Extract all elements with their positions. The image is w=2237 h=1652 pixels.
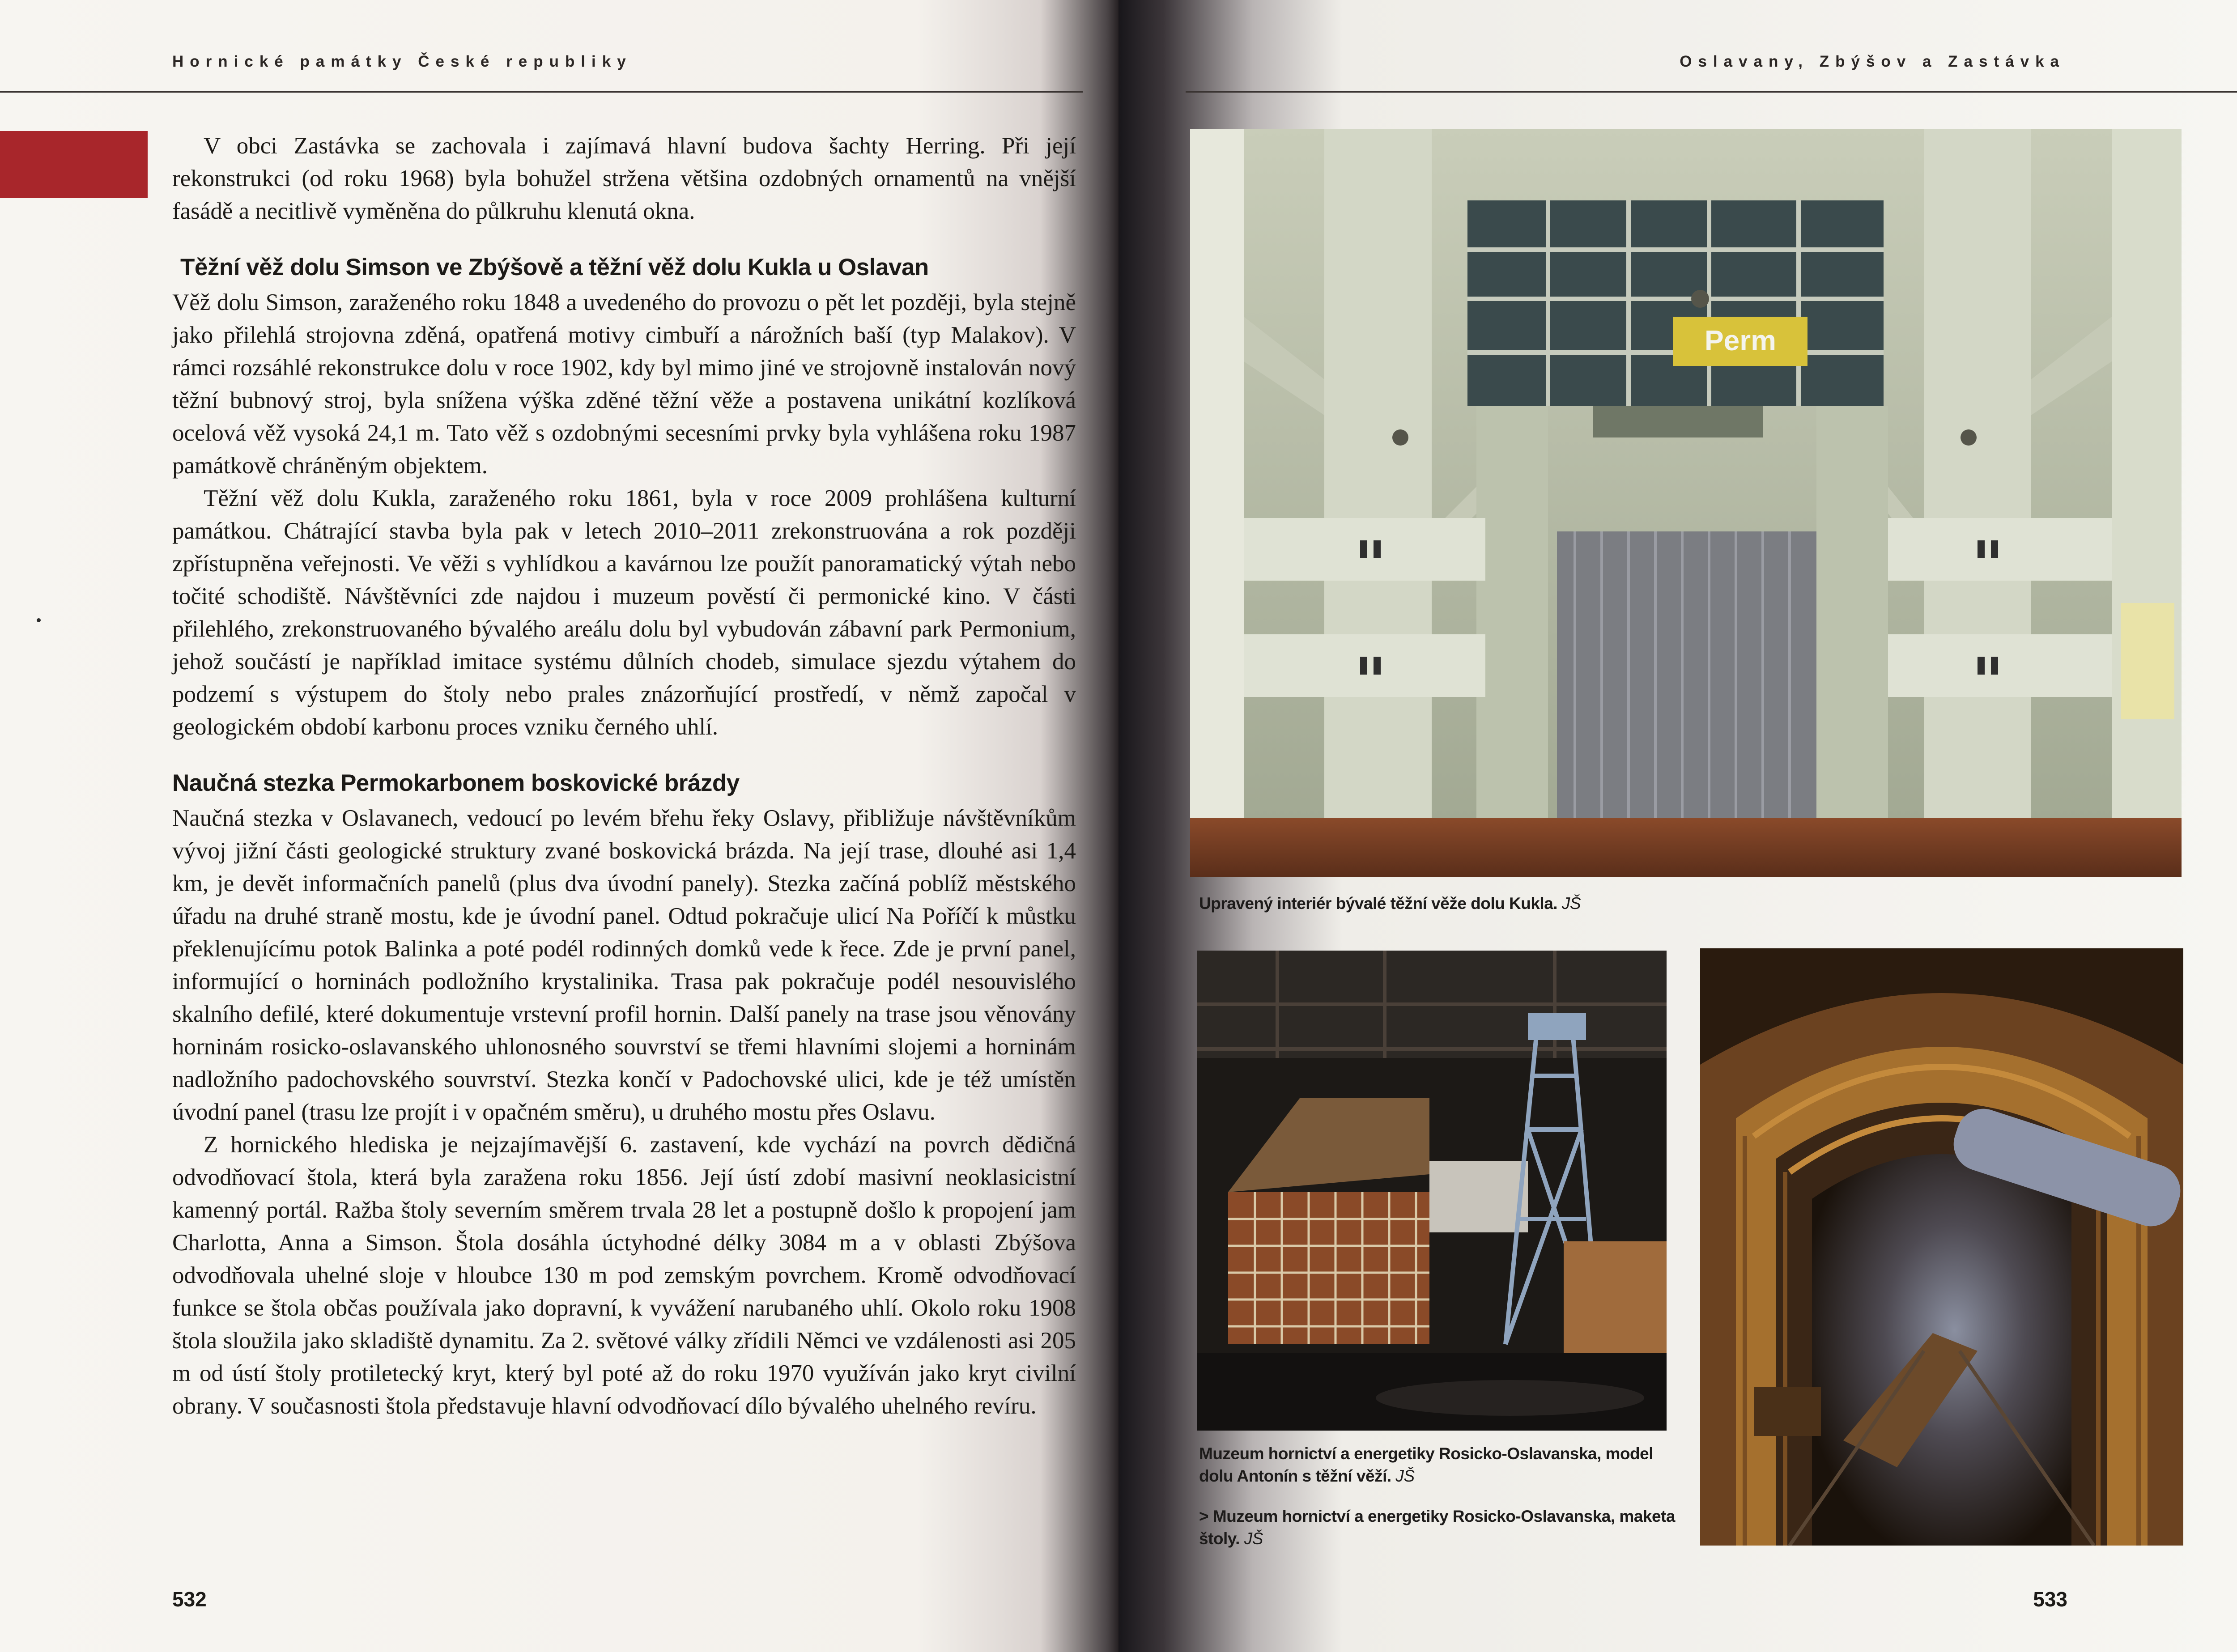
caption-2-credit: JŠ [1395,1467,1415,1485]
caption-photo-2 [1199,1443,1678,1487]
right-page [1118,0,2237,1652]
caption-photo-3 [1199,1505,1678,1550]
left-text-column [172,130,1076,1423]
heading-simson-kukla: Těžní věž dolu Simson ve Zbýšově a těžní věž dolu Kukla u Oslavan [180,254,929,280]
left-page [0,0,1118,1652]
header-rule-right [1186,91,2237,93]
caption-2-text: Muzeum hornictví a energetiky Rosicko-Oslavanska, model dolu Antonín s těžní věží. [1199,1444,1654,1485]
header-rule-left [0,91,1083,93]
caption-3-text: Muzeum hornictví a energetiky Rosicko-Oslavanska, maketa štoly. [1199,1507,1675,1548]
caption-3-credit: JŠ [1244,1529,1263,1548]
page-number-left: 532 [172,1588,207,1611]
paragraph-zastavka: V obci Zastávka se zachovala i zajímavá hlavní budova šachty Herring. Při její rekonstrukci (od roku 1968) byla bohužel stržena většina ozdobných ornamentů na vnější fasádě a necitlivě vyměněna do půlkruhu klenutá okna. [172,133,1076,224]
heading-naucna-stezka: Naučná stezka Permokarbonem boskovické brázdy [172,770,740,796]
caption-1-credit: JŠ [1561,894,1581,913]
running-head-left: Hornické památky České republiky [172,53,632,70]
photo-model-dolu-antonin [1197,951,1667,1431]
paragraph-simson: Věž dolu Simson, zaraženého roku 1848 a uvedeného do provozu o pět let později, byla stejně jako přilehlá strojovna zděná, opatřená motivy cimbuří a nárožních baší (typ Malakov). V rámci rozsáhlé rekonstrukce dolu v roce 1902, kdy byl mimo jiné ve strojovně instalován nový těžní bubnový stroj, byla snížena výška zděné těžní věže a postavena unikátní kozlíková ocelová věž vysoká 24,1 m. Tato věž s ozdobnými secesními prvky byla vyhlášena roku 1987 památkově chráněným objektem. [172,289,1076,479]
page-number-right: 533 [2033,1588,2067,1611]
running-head-right: Oslavany, Zbýšov a Zastávka [1680,53,2065,70]
paragraph-stezka: Naučná stezka v Oslavanech, vedoucí po levém břehu řeky Oslavy, přibližuje návštěvníkům vývoj jižní části geologické struktury zvané boskovická brázda. Na její trase, dlouhé asi 1,4 km, je devět informačních panelů (plus dva úvodní panely). Stezka začíná poblíž městského úřadu na druhé straně mostu, kde je úvodní panel. Odtud pokračuje ulicí Na Poříčí k můstku překlenujícímu potok Balinka a poté podél rodinných domků vede k řece. Zde je první panel, informující o horninách podložního krystalinika. Trasa pak pokračuje podél nesouvislého skalního defilé, které dokumentuje vrstevní profil hornin. Další panely na trase jsou věnovány horninám rosicko-oslavanského uhlonosného souvrství se třemi hlavními slojemi a horninám nadložního padochovského souvrství. Stezka končí v Padochovské ulici, kde je též umístěn úvodní panel (trasu lze projít i v opačném směru), u druhého mostu přes Oslavu. [172,805,1076,1125]
red-margin-tab [0,131,148,198]
photo-maketa-stoly [1700,948,2183,1546]
perm-sign-text: Perm [1704,324,1777,357]
caption-photo-1 [1199,892,2139,915]
photo-kukla-interior [1190,129,2182,877]
paragraph-kukla: Těžní věž dolu Kukla, zaraženého roku 1861, byla v roce 2009 prohlášena kulturní památkou. Chátrající stavba byla pak v letech 2010–2011 zrekonstruována a rok později zpřístupněna veřejnosti. Ve věži s vyhlídkou a kavárnou lze použít panoramatický výtah nebo točité schodiště. Návštěvníci zde najdou i muzeum pověstí či permonické kino. V části přilehlého, zrekonstruovaného bývalého areálu dolu byl vybudován zábavní park Permonium, jehož součástí je například imitace systému důlních chodeb, simulace sjezdu výtahem do podzemí s výstupem do štoly nebo prales znázorňující prostředí, v němž započal v geologickém období karbonu proces vzniku černého uhlí. [172,485,1076,740]
paragraph-stola: Z hornického hlediska je nejzajímavější 6. zastavení, kde vychází na povrch dědičná odvodňovací štola, která byla zaražena roku 1856. Její ústí zdobí masivní neoklasicistní kamenný portál. Ražba štoly severním směrem trvala 28 let a postupně došlo k propojení jam Charlotta, Anna a Simson. Štola dosáhla úctyhodné délky 3084 m a v oblasti Zbýšova odvodňovala uhelné sloje v hloubce 130 m pod zemským povrchem. Kromě odvodňovací funkce se štola občas používala jako dopravní, k vyvážení narubaného uhlí. Okolo roku 1908 štola sloužila jako skladiště dynamitu. Za 2. světové války zřídili Němci ve vzdálenosti asi 205 m od ústí štoly protiletecký kryt, který byl poté až do roku 1970 využíván jako kryt civilní obrany. V současnosti štola představuje hlavní odvodňovací dílo bývalého uhelného revíru. [172,1132,1076,1419]
margin-dot [37,618,41,622]
caption-1-text: Upravený interiér bývalé těžní věže dolu Kukla. [1199,894,1558,913]
caption-3-marker: > [1199,1507,1209,1525]
